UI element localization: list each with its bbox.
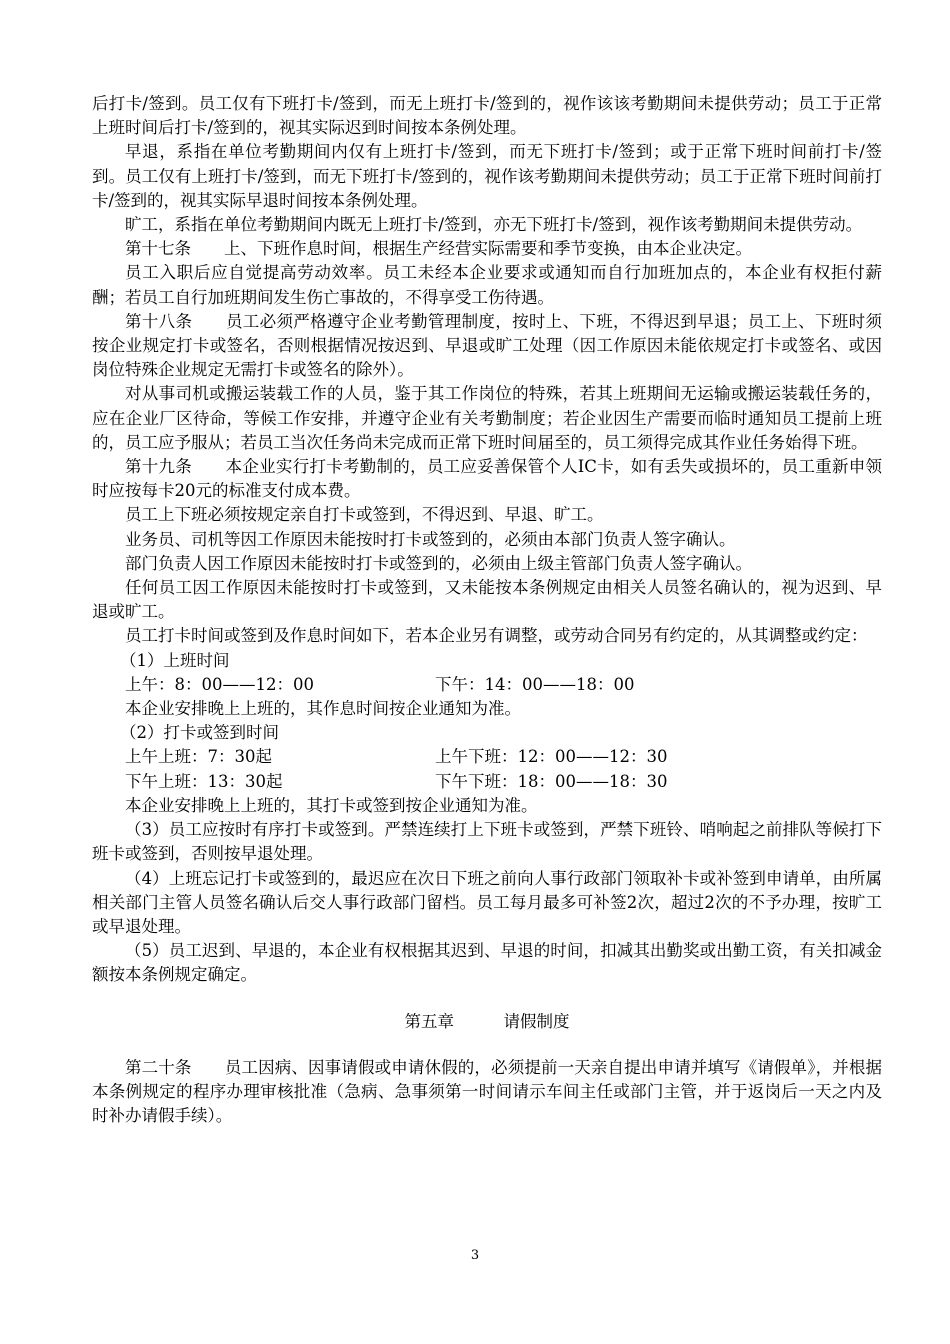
work-time-heading: （1）上班时间	[120, 650, 230, 670]
paragraph-drivers: 对从事司机或搬运装载工作的人员，鉴于其工作岗位的特殊，若其上班期间无运输或搬运装载任务的，应在企业厂区待命，等候工作安排，并遵守企业有关考勤制度；若企业因生产需要而临时通知员工提前上班的，员工应予服从；若员工当次任务尚未完成而正常下班时间届至的，员工须得完成其作业任务始得下班。	[92, 384, 882, 452]
paragraph-unconfirmed: 任何员工因工作原因未能按时打卡或签到，又未能按本条例规定由相关人员签名确认的，视为迟到、早退或旷工。	[92, 578, 882, 622]
clock-afternoon-start: 下午上班：13：30起	[125, 771, 283, 791]
article-18: 第十八条 员工必须严格遵守企业考勤管理制度，按时上、下班，不得迟到早退；员工上、下班时须按企业规定打卡或签名，否则根据情况按迟到、早退或旷工处理（因工作原因未能依规定打卡或签名、或因岗位特殊企业规定无需打卡或签名的除外）。	[92, 311, 882, 380]
page-number: 3	[470, 1248, 480, 1263]
clock-row-afternoon	[92, 770, 882, 794]
work-time-row	[92, 673, 882, 697]
paragraph-salesperson: 业务员、司机等因工作原因未能按时打卡或签到的，必须由本部门负责人签字确认。	[125, 529, 736, 549]
paragraph-schedule-intro: 员工打卡时间或签到及作息时间如下，若本企业另有调整，或劳动合同另有约定的，从其调整或约定：	[125, 626, 868, 646]
document-body	[92, 92, 882, 1128]
numbered-item-5: （5）员工迟到、早退的，本企业有权根据其迟到、早退的时间，扣减其出勤奖或出勤工资，有关扣减金额按本条例规定确定。	[92, 941, 882, 985]
numbered-item-4: （4）上班忘记打卡或签到的，最迟应在次日下班之前向人事行政部门领取补卡或补签到申请单，由所属相关部门主管人员签名确认后交人事行政部门留档。员工每月最多可补签2次，超过2次的不予办理，按旷工或早退处理。	[92, 868, 882, 936]
work-time-pm: 下午：14：00——18：00	[435, 674, 635, 694]
work-time-am: 上午：8：00——12：00	[125, 674, 314, 694]
clock-morning-end: 上午下班：12：00——12：30	[435, 747, 668, 767]
chapter-title: 第五章 请假制度	[404, 1011, 570, 1031]
paragraph-overtime: 员工入职后应自觉提高劳动效率。员工未经本企业要求或通知而自行加班加点的，本企业有权拒付薪酬；若员工自行加班期间发生伤亡事故的，不得享受工伤待遇。	[92, 263, 882, 307]
article-20: 第二十条 员工因病、因事请假或申请休假的，必须提前一天亲自提出申请并填写《请假单》，并根据本条例规定的程序办理审核批准（急病、急事须第一时间请示车间主任或部门主管，并于返岗后一天之内及时补办请假手续）。	[92, 1057, 882, 1126]
paragraph-early-leave: 早退，系指在单位考勤期间内仅有上班打卡/签到，而无下班打卡/签到；或于正常下班时间前打卡/签到。员工仅有上班打卡/签到，而无下班打卡/签到的，视作该考勤期间未提供劳动；员工于正常下班时间前打卡/签到的，视其实际早退时间按本条例处理。	[92, 142, 882, 210]
clock-note: 本企业安排晚上上班的，其打卡或签到按企业通知为准。	[125, 795, 538, 815]
clock-afternoon-end: 下午下班：18：00——18：30	[435, 771, 668, 791]
numbered-item-3: （3）员工应按时有序打卡或签到。严禁连续打上下班卡或签到，严禁下班铃、哨响起之前排队等候打下班卡或签到，否则按早退处理。	[92, 820, 882, 864]
article-17: 第十七条 上、下班作息时间，根据生产经营实际需要和季节变换，由本企业决定。	[125, 239, 752, 259]
paragraph-absence: 旷工，系指在单位考勤期间内既无上班打卡/签到，亦无下班打卡/签到，视作该考勤期间未提供劳动。	[125, 215, 863, 235]
clock-row-morning	[92, 745, 882, 769]
article-19: 第十九条 本企业实行打卡考勤制的，员工应妥善保管个人IC卡，如有丢失或损坏的，员工重新申领时应按每卡20元的标准支付成本费。	[92, 457, 882, 501]
work-time-note: 本企业安排晚上上班的，其作息时间按企业通知为准。	[125, 699, 521, 719]
paragraph-late-arrival: 后打卡/签到。员工仅有下班打卡/签到，而无上班打卡/签到的，视作该该考勤期间未提供劳动；员工于正常上班时间后打卡/签到的，视其实际迟到时间按本条例处理。	[92, 94, 882, 138]
clock-morning-start: 上午上班：7：30起	[125, 747, 272, 767]
paragraph-clock-in-rule: 员工上下班必须按规定亲自打卡或签到，不得迟到、早退、旷工。	[125, 505, 604, 525]
paragraph-department-head: 部门负责人因工作原因未能按时打卡或签到的，必须由上级主管部门负责人签字确认。	[125, 553, 752, 573]
clock-heading: （2）打卡或签到时间	[120, 723, 279, 743]
